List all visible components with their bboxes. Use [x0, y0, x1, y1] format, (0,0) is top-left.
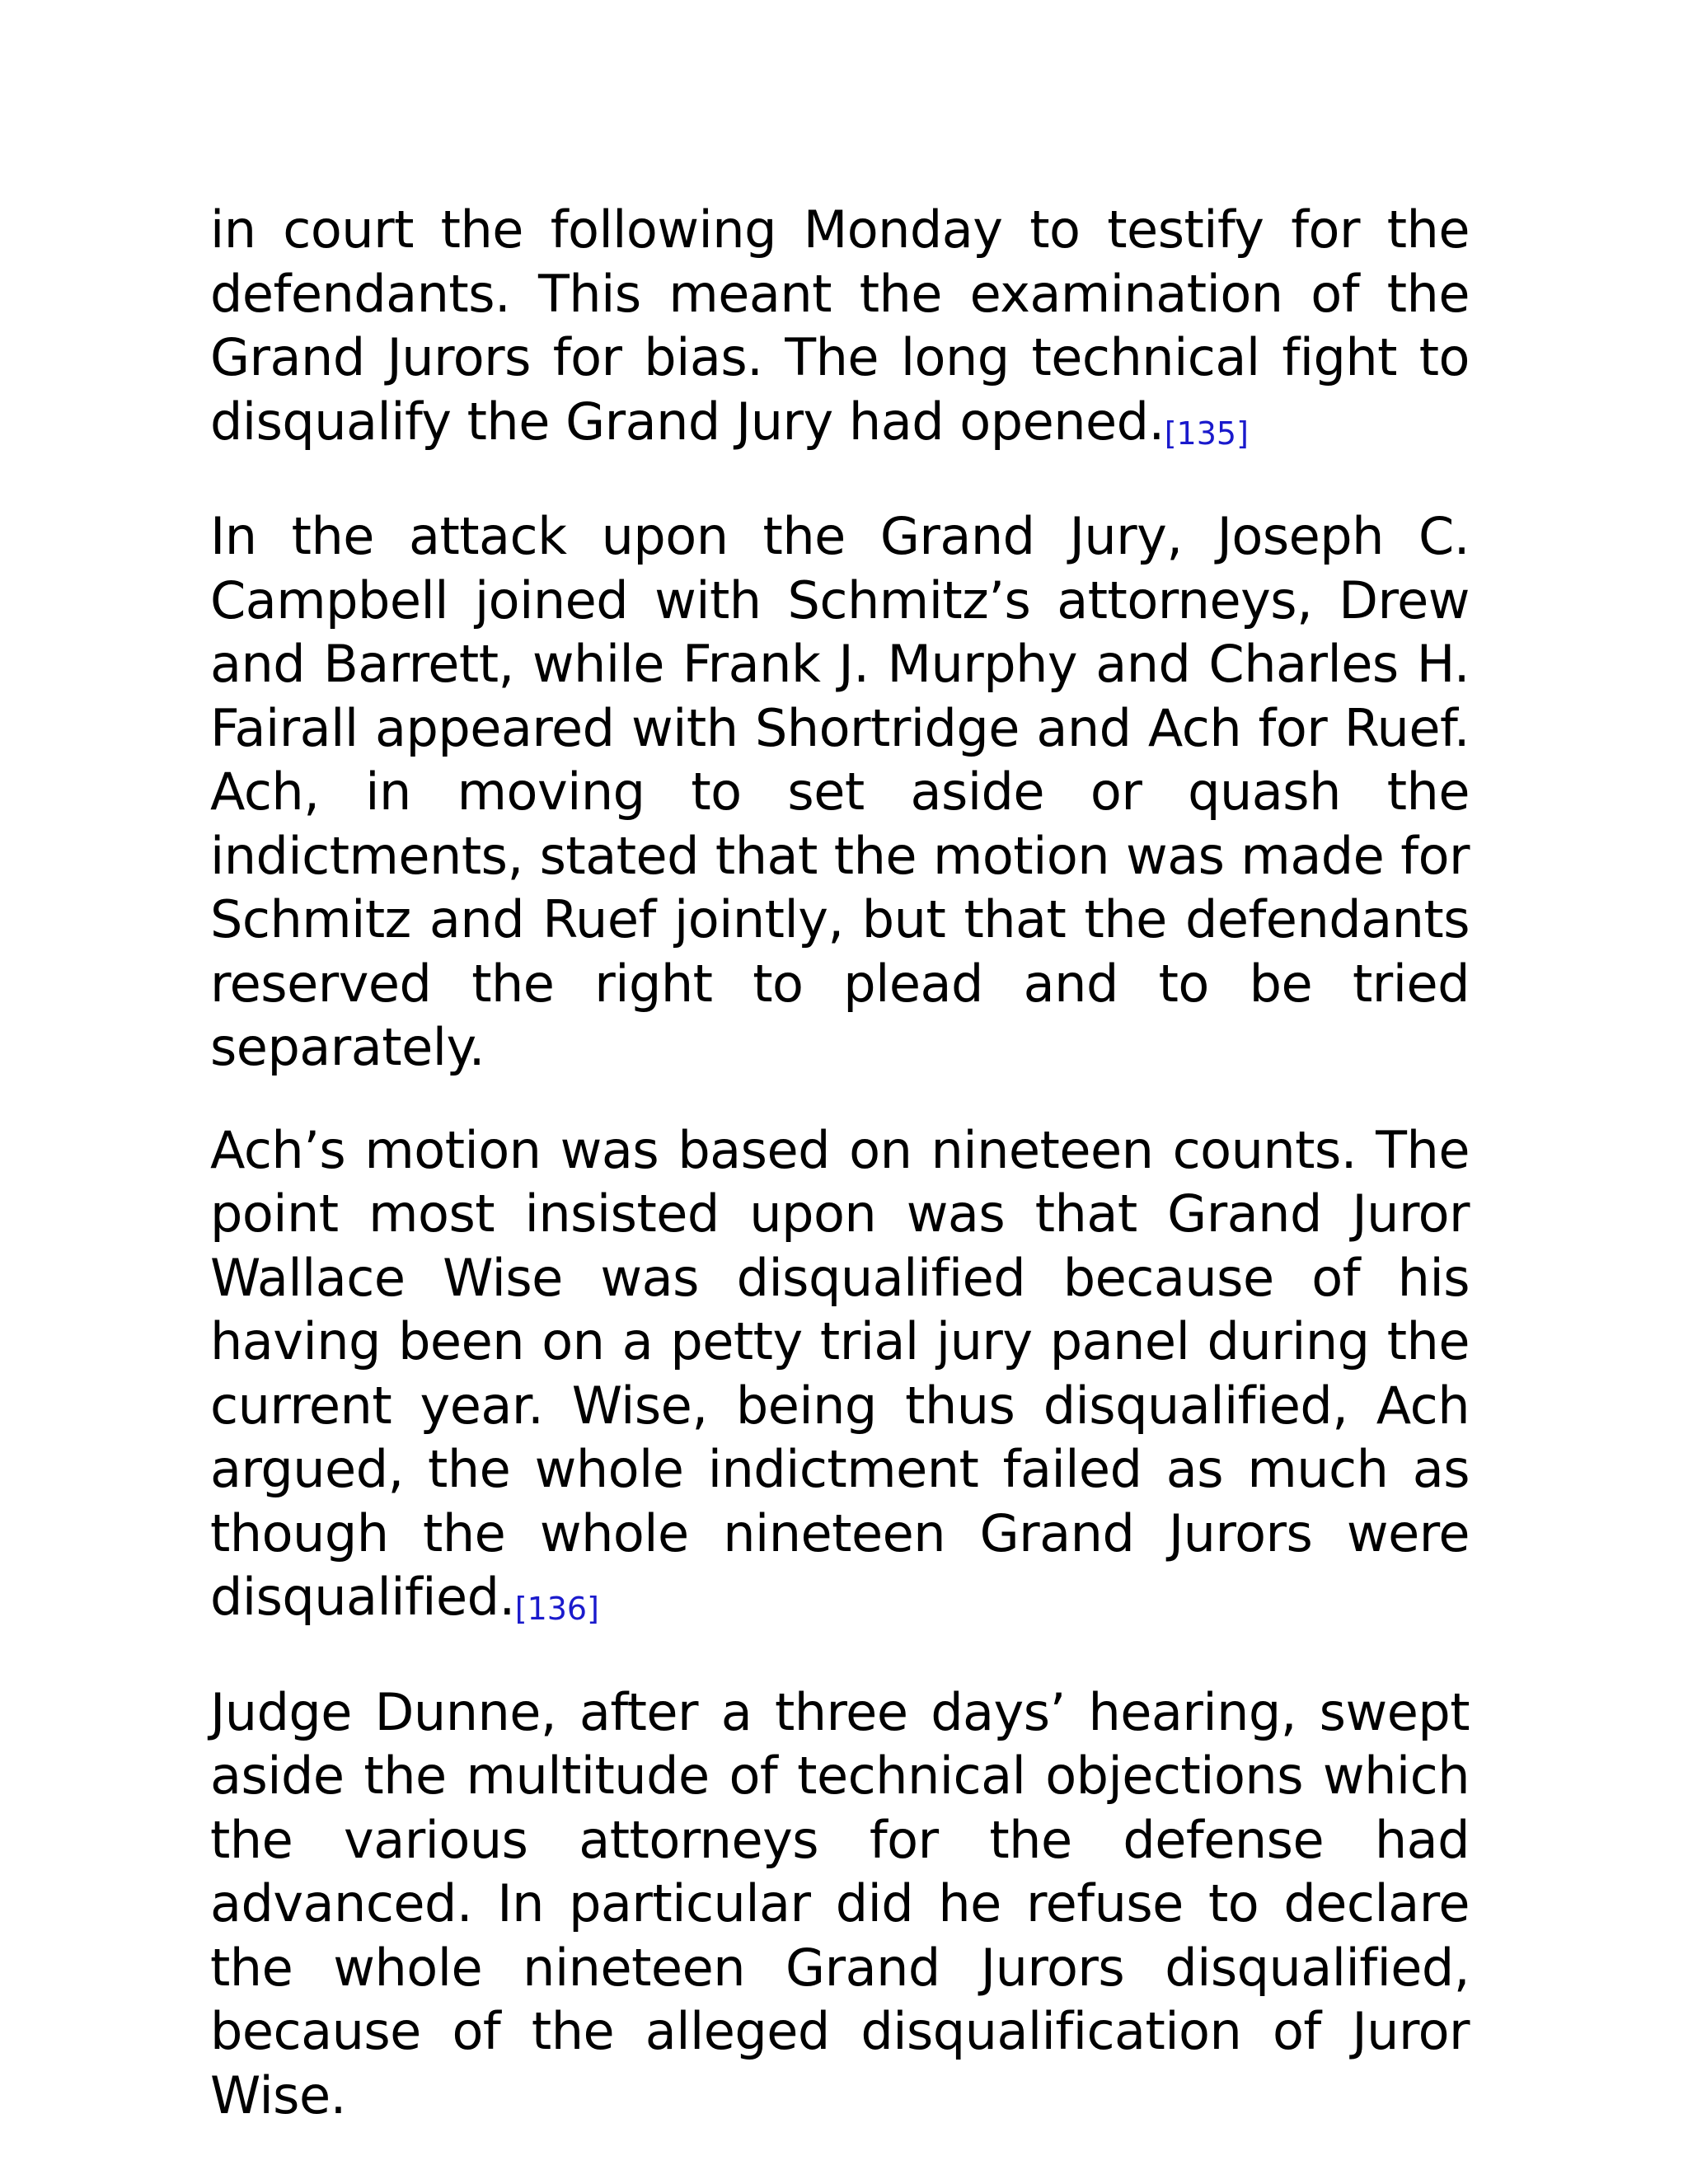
paragraph-2	[210, 504, 1470, 1080]
footnote-link-135[interactable]: [135]	[1164, 415, 1249, 452]
paragraph-4	[210, 1680, 1470, 2128]
paragraph-1-text: in court the following Monday to testify for the defendants. This meant the examination of the Grand Jurors for bias. The long technical fight to disqualify the Grand Jury had opened.	[210, 199, 1470, 452]
footnote-link-136[interactable]: [136]	[514, 1591, 599, 1627]
paragraph-1	[210, 198, 1470, 466]
paragraph-2-text: In the attack upon the Grand Jury, Joseph C. Campbell joined with Schmitz’s attorneys, Drew and Barrett, while Frank J. Murphy and Charles H. Fairall appeared with Shortridge and Ach for Ruef. Ach, in moving to set aside or quash the indictments, stated that the motion was made for Schmitz and Ruef jointly, but that the defendants reserved the right to plead and to be tried separately.	[210, 506, 1470, 1077]
paragraph-3	[210, 1118, 1470, 1642]
paragraph-4-text: Judge Dunne, after a three days’ hearing, swept aside the multitude of technical objections which the various attorneys for the defense had advanced. In particular did he refuse to declare the whole nineteen Grand Jurors disqualified, because of the alleged disqualification of Juror Wise.	[210, 1681, 1470, 2125]
paragraph-3-text: Ach’s motion was based on nineteen counts. The point most insisted upon was that Grand Juror Wallace Wise was disqualified because of his having been on a petty trial jury panel during the current year. Wise, being thus disqualified, Ach argued, the whole indictment failed as much as though the whole nineteen Grand Jurors were disqualified.	[210, 1119, 1470, 1627]
document-page	[210, 198, 1470, 2166]
